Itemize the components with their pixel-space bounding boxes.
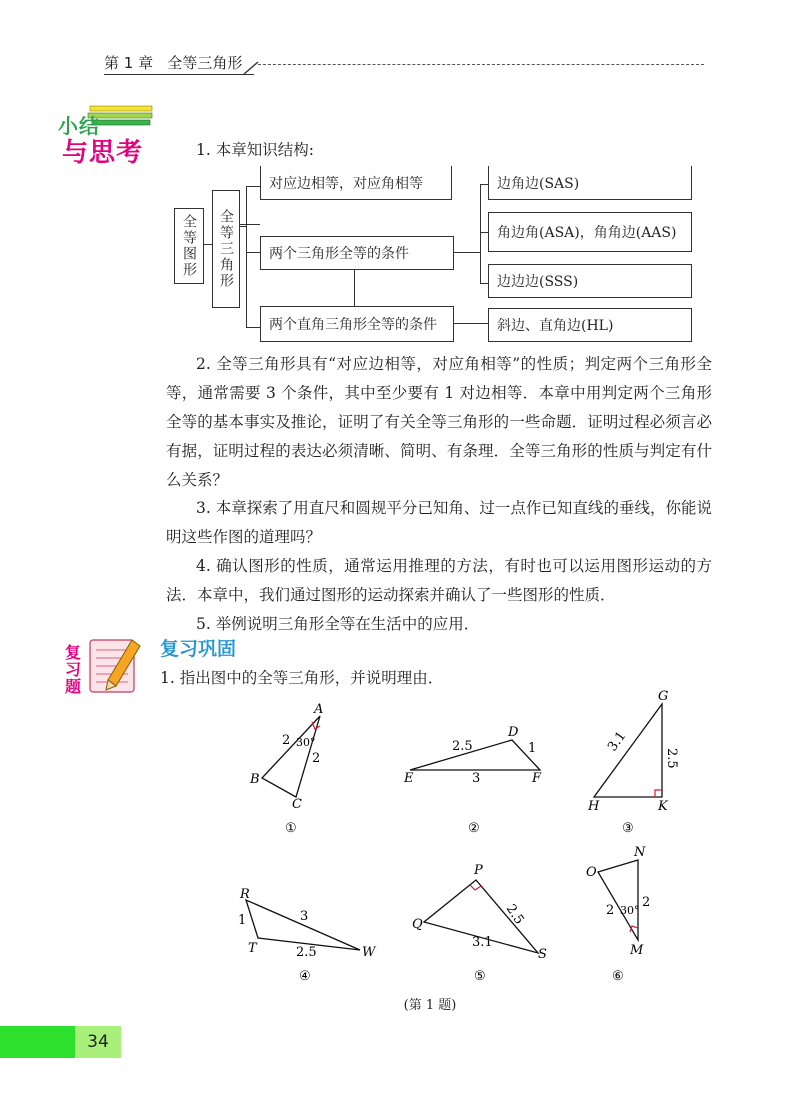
map-sas-box: 边角边(SAS)	[488, 166, 692, 200]
figure-2	[403, 725, 542, 836]
f5-side-ps: 2.5	[502, 901, 527, 928]
f5-label: ⑤	[474, 969, 486, 984]
map-condition-box: 两个三角形全等的条件	[260, 236, 454, 270]
f1-side-ab: 2	[282, 733, 291, 748]
f3-label: ③	[622, 821, 634, 836]
f4-vertex-r: R	[240, 887, 250, 902]
f6-side-nm: 2	[642, 895, 651, 910]
f2-vertex-d: D	[508, 725, 519, 740]
f5-vertex-p: P	[474, 863, 483, 878]
f2-vertex-f: F	[532, 771, 542, 786]
f2-side-ed: 2.5	[452, 739, 473, 754]
f6-angle: 30°	[620, 904, 640, 917]
f1-angle: 30°	[296, 736, 316, 749]
chapter-number: 第 1 章	[104, 54, 154, 72]
paragraph-4: 4. 确认图形的性质，通常运用推理的方法，有时也可以运用图形运动的方法．本章中，我们通过图形的运动探索并确认了一些图形的性质．	[166, 557, 712, 604]
figure-5	[412, 863, 547, 984]
f5-side-qs: 3.1	[472, 935, 493, 950]
f6-vertex-m: M	[630, 943, 644, 958]
summary-badge-top: 小结	[58, 114, 100, 138]
f1-vertex-c: C	[292, 797, 302, 812]
figure-4	[238, 887, 377, 984]
structure-intro: 1. 本章知识结构:	[196, 141, 314, 159]
review-badge: 复习题	[64, 643, 81, 696]
map-right-condition-box: 两个直角三角形全等的条件	[260, 306, 454, 342]
f4-vertex-w: W	[362, 945, 376, 960]
f1-label: ①	[285, 821, 297, 836]
f3-vertex-h: H	[588, 799, 600, 814]
f2-side-ef: 3	[472, 771, 481, 786]
question-1: 1. 指出图中的全等三角形，并说明理由．	[160, 669, 444, 687]
f6-vertex-n: N	[634, 845, 646, 860]
map-hl-box: 斜边、直角边(HL)	[488, 308, 692, 342]
map-root-box: 全等图形	[174, 208, 204, 284]
figure-3	[587, 689, 679, 836]
f2-side-df: 1	[528, 741, 537, 756]
page-number-bar	[0, 1026, 75, 1058]
f5-vertex-q: Q	[412, 917, 423, 932]
f3-side-gh: 3.1	[605, 728, 630, 755]
f2-label: ②	[468, 821, 480, 836]
f6-label: ⑥	[612, 969, 624, 984]
map-property-box: 对应边相等，对应角相等	[260, 166, 452, 200]
f2-vertex-e: E	[404, 771, 414, 786]
figure-caption: (第 1 题)	[403, 998, 457, 1013]
f4-side-tw: 2.5	[296, 945, 317, 960]
map-node-box: 全等三角形	[212, 190, 240, 308]
chapter-title: 全等三角形	[167, 54, 243, 72]
review-title: 复习巩固	[160, 638, 237, 660]
figure-6	[586, 845, 650, 984]
f1-vertex-a: A	[314, 702, 324, 717]
f6-side-om: 2	[606, 903, 615, 918]
f4-side-rw: 3	[300, 909, 309, 924]
f4-side-rt: 1	[238, 913, 247, 928]
f1-side-ac: 2	[312, 751, 321, 766]
f3-side-gk: 2.5	[664, 748, 679, 769]
paragraph-5: 5. 举例说明三角形全等在生活中的应用．	[196, 615, 480, 633]
f6-vertex-o: O	[586, 865, 597, 880]
f3-vertex-g: G	[658, 689, 669, 704]
f4-vertex-t: T	[248, 941, 257, 956]
figure-1	[249, 702, 323, 836]
map-sss-box: 边边边(SSS)	[488, 264, 692, 298]
page-number: 34	[75, 1026, 121, 1058]
f5-vertex-s: S	[538, 947, 547, 962]
f4-label: ④	[299, 969, 311, 984]
f3-vertex-k: K	[658, 799, 668, 814]
paragraph-3: 3. 本章探索了用直尺和圆规平分已知角、过一点作已知直线的垂线，你能说明这些作图的道理吗？	[166, 499, 712, 546]
summary-badge-bottom: 与思考	[62, 138, 144, 168]
f1-vertex-b: B	[250, 772, 260, 787]
map-asa-aas-box: 角边角(ASA)，角角边(AAS)	[488, 212, 692, 252]
paragraph-2: 2. 全等三角形具有“对应边相等，对应角相等”的性质；判定两个三角形全等，通常需要 3 个条件，其中至少要有 1 对边相等．本章中用判定两个三角形全等的基本事实及推论，证明了有关全等三角形的一些命题．证明过程必须言必有据，证明过程的表达必须清晰、简明、有条理．全等三角形的性质与判定有什么关系？	[166, 355, 712, 489]
